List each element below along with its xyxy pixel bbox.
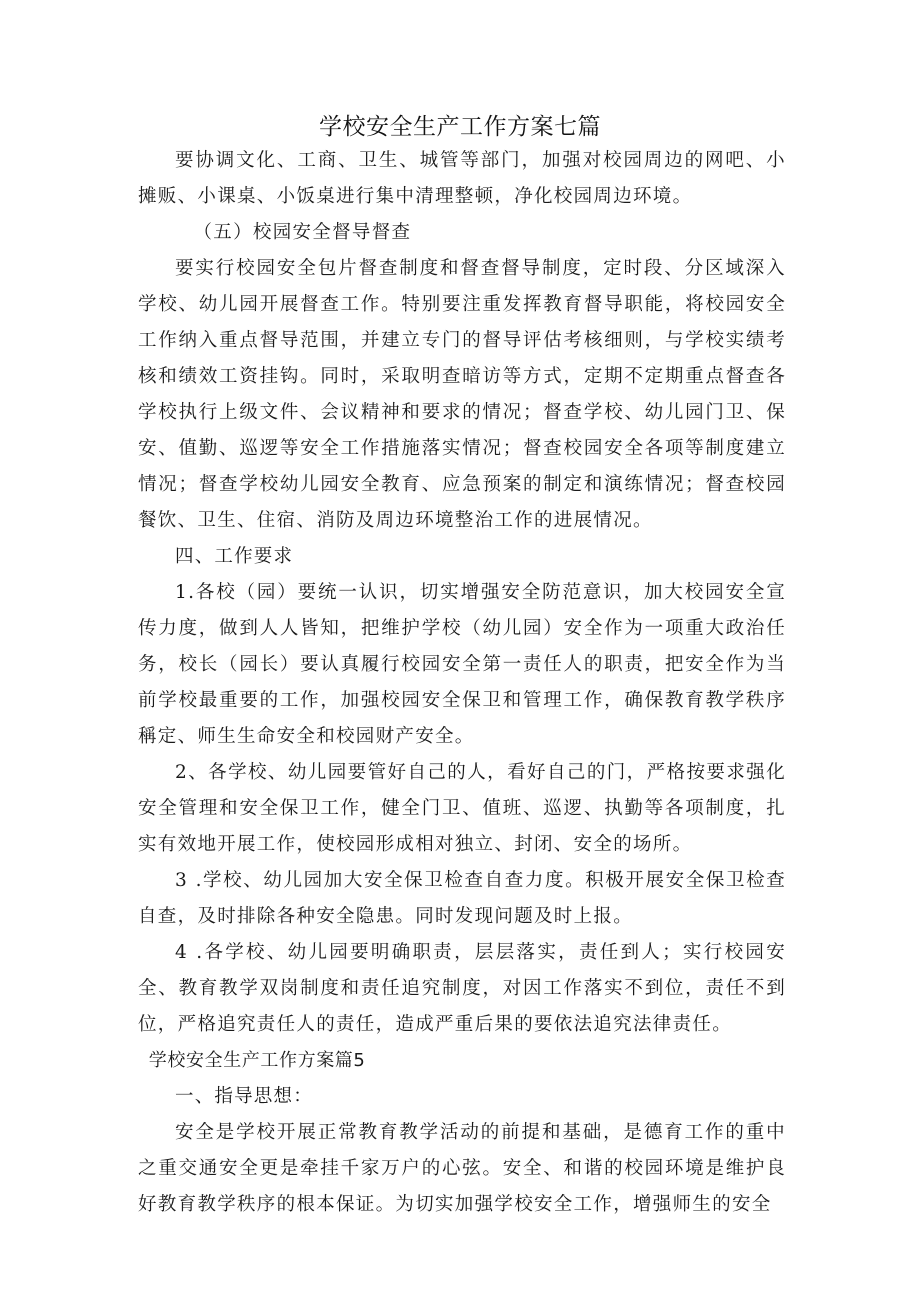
paragraph-requirement-1: 1.各校（园）要统一认识，切实增强安全防范意识，加大校园安全宣传力度，做到人人皆知，把维护学校（幼儿园）安全作为一项重大政治任务，校长（园长）要认真履行校园安全第一责任人的职责，把安全作为当前学校最重要的工作，加强校园安全保卫和管理工作，确保教育教学秩序稱定、师生生命安全和校园财产安全。 — [138, 582, 786, 747]
heading-work-requirements: 四、工作要求 — [175, 546, 294, 567]
heading-guiding-ideology: 一、指导思想： — [175, 1086, 313, 1107]
document-title: 学校安全生产工作方案七篇 — [319, 114, 601, 140]
paragraph-requirement-3: 3 .学校、幼儿园加大安全保卫检查自查力度。积极开展安全保卫检查自查，及时排除各种安全隐患。同时发现问题及时上报。 — [138, 870, 786, 927]
paragraph-requirement-2: 2、各学校、幼儿园要管好自己的人，看好自己的门，严格按要求强化安全管理和安全保卫工作，健全门卫、值班、巡逻、执勤等各项制度，扎实有效地开展工作，使校园形成相对独立、封闭、安全的场所。 — [138, 762, 786, 855]
paragraph-guiding-ideology: 安全是学校开展正常教育教学活动的前提和基础，是德育工作的重中之重交通安全更是牵挂千家万户的心弦。安全、和谐的校园环境是维护良好教育教学秩序的根本保证。为切实加强学校安全工作，增强师生的安全 — [138, 1122, 786, 1215]
paragraph-requirement-4: 4 .各学校、幼儿园要明确职责，层层落实，责任到人；实行校园安全、教育教学双岗制度和责任追究制度，对因工作落实不到位，责任不到位，严格追究责任人的责任，造成严重后果的要依法追究法律责任。 — [138, 942, 786, 1035]
paragraph-supervision-details: 要实行校园安全包片督查制度和督查督导制度，定时段、分区域深入学校、幼儿园开展督查工作。特别要注重发挥教育督导职能，将校园安全工作纳入重点督导范围，并建立专门的督导评估考核细则，与学校实绩考核和绩效工资挂钩。同时，采取明查暗访等方式，定期不定期重点督查各学校执行上级文件、会议精神和要求的情况；督查学校、幼儿园门卫、保安、值勤、巡逻等安全工作措施落实情况；督查校园安全各项等制度建立情况；督查学校幼儿园安全教育、应急预案的制定和演练情况；督查校园餐饮、卫生、住宿、消防及周边环境整治工作的进展情况。 — [138, 258, 786, 531]
section-title-plan-5: 学校安全生产工作方案篇5 — [148, 1050, 366, 1071]
paragraph-surrounding-environment: 要协调文化、工商、卫生、城管等部门，加强对校园周边的网吧、小摊贩、小课桌、小饭桌进行集中清理整顿，净化校园周边环境。 — [138, 150, 786, 207]
document-body — [138, 143, 786, 1223]
subheading-supervision: （五）校园安全督导督查 — [193, 222, 412, 243]
